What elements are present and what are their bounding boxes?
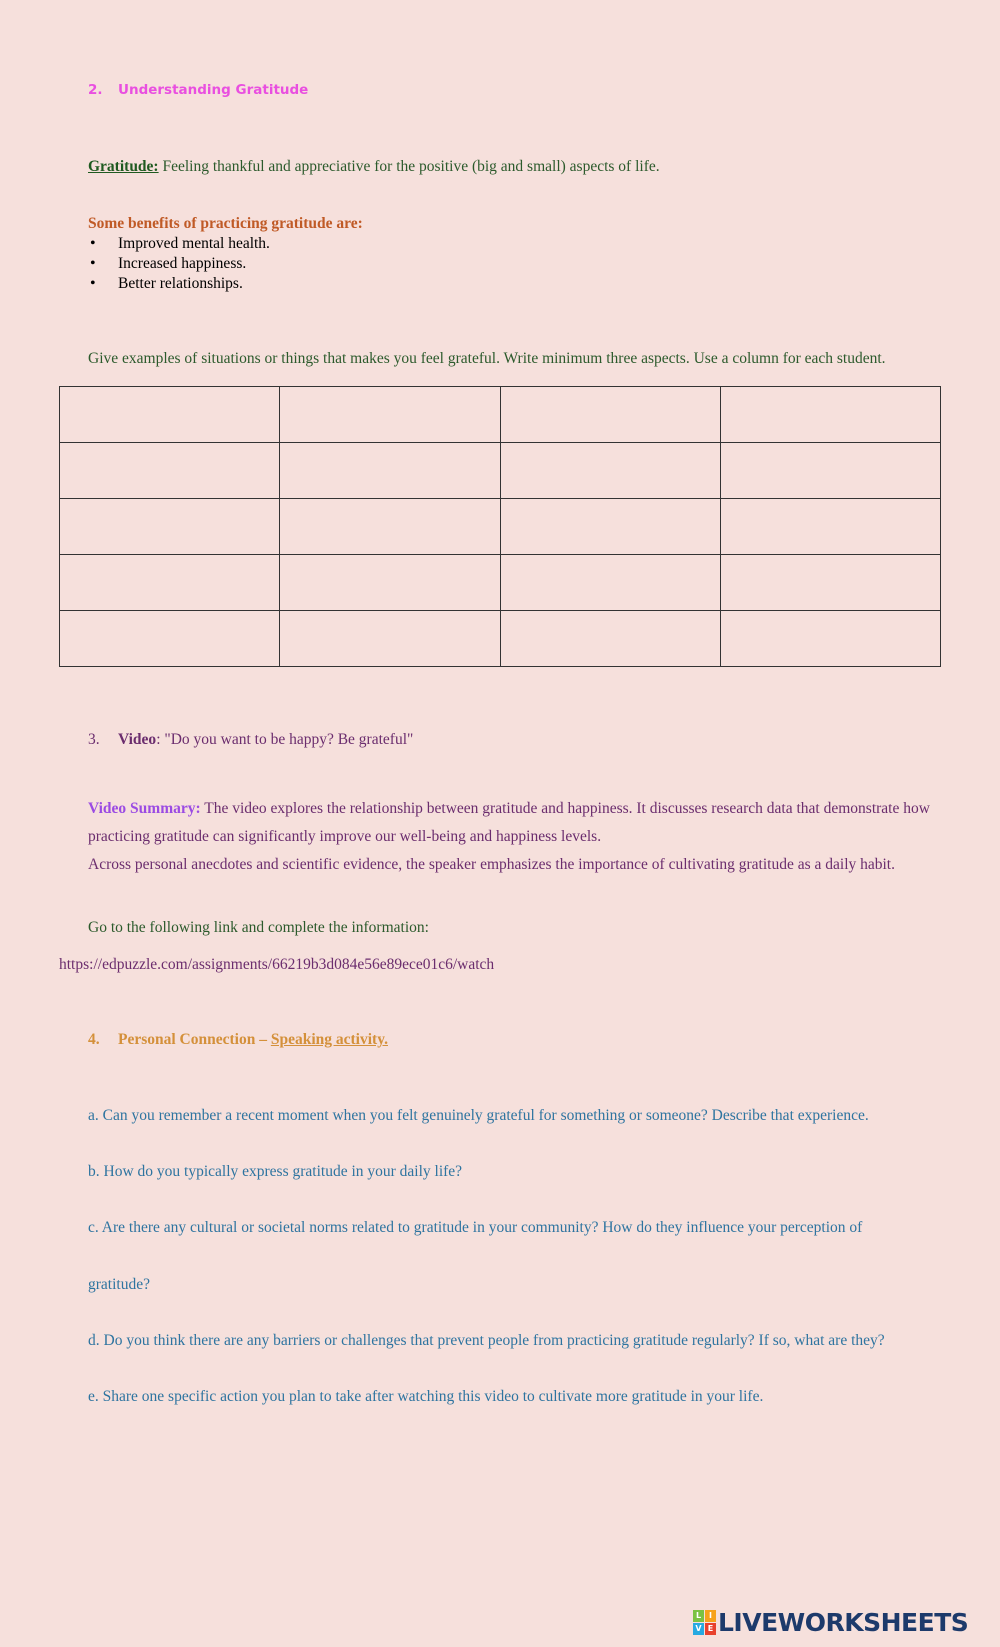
definition-term: Gratitude: xyxy=(88,158,159,175)
list-item: • Increased happiness. xyxy=(88,254,270,274)
answer-cell[interactable] xyxy=(720,443,940,499)
logo-letter-v: V xyxy=(693,1623,704,1635)
answer-cell[interactable] xyxy=(720,387,940,443)
table-row xyxy=(60,555,941,611)
section-number: 4. xyxy=(88,1031,100,1048)
activity-instruction: Give examples of situations or things that makes you feel grateful. Write minimum three aspects. Use a column for each student. xyxy=(88,350,886,367)
answer-cell[interactable] xyxy=(720,499,940,555)
benefits-list xyxy=(88,234,270,294)
answer-cell[interactable] xyxy=(280,499,500,555)
table-row xyxy=(60,499,941,555)
question-b: b. How do you typically express gratitude in your daily life? xyxy=(88,1163,463,1180)
section-number: 3. xyxy=(88,731,100,748)
question-a: a. Can you remember a recent moment when you felt genuinely grateful for something or someone? Describe that experience. xyxy=(88,1107,869,1124)
logo-letter-l: L xyxy=(693,1610,704,1622)
question-e: e. Share one specific action you plan to take after watching this video to cultivate more gratitude in your life. xyxy=(88,1388,764,1405)
liveworksheets-brand xyxy=(693,1609,968,1636)
question-c-continued: gratitude? xyxy=(88,1276,150,1293)
question-c: c. Are there any cultural or societal norms related to gratitude in your community? How do they influence your perception of xyxy=(88,1219,863,1236)
answer-cell[interactable] xyxy=(280,611,500,667)
answer-cell[interactable] xyxy=(500,611,720,667)
question-d: d. Do you think there are any barriers or challenges that prevent people from practicing gratitude regularly? If so, what are they? xyxy=(88,1332,885,1349)
summary-text: The video explores the relationship between gratitude and happiness. It discusses research data that demonstrate how practicing gratitude can significantly improve our well-being and happiness levels. xyxy=(88,800,930,845)
liveworksheets-logo-icon xyxy=(693,1610,716,1635)
section-3-heading xyxy=(88,731,413,749)
gratitude-answer-table xyxy=(59,386,941,667)
list-item: • Improved mental health. xyxy=(88,234,270,254)
answer-cell[interactable] xyxy=(280,387,500,443)
video-label: Video xyxy=(118,731,157,748)
definition-text: Feeling thankful and appreciative for the positive (big and small) aspects of life. xyxy=(158,158,660,175)
answer-cell[interactable] xyxy=(60,443,280,499)
answer-cell[interactable] xyxy=(60,499,280,555)
video-summary xyxy=(88,795,948,879)
answer-cell[interactable] xyxy=(500,555,720,611)
logo-letter-e: E xyxy=(705,1623,716,1635)
table-row xyxy=(60,611,941,667)
section-title: Personal Connection – xyxy=(118,1031,271,1048)
section-2-heading xyxy=(88,82,308,98)
answer-cell[interactable] xyxy=(500,499,720,555)
benefits-heading: Some benefits of practicing gratitude are: xyxy=(88,215,363,232)
answer-cell[interactable] xyxy=(720,611,940,667)
answer-cell[interactable] xyxy=(280,555,500,611)
answer-cell[interactable] xyxy=(500,443,720,499)
logo-letter-i: I xyxy=(705,1610,716,1622)
table-row xyxy=(60,443,941,499)
link-instruction: Go to the following link and complete the information: xyxy=(88,919,429,936)
answer-cell[interactable] xyxy=(60,611,280,667)
section-title: Understanding Gratitude xyxy=(118,82,309,98)
section-number: 2. xyxy=(88,82,103,98)
table-row xyxy=(60,387,941,443)
video-title: : "Do you want to be happy? Be grateful" xyxy=(156,731,414,748)
answer-cell[interactable] xyxy=(500,387,720,443)
answer-cell[interactable] xyxy=(60,555,280,611)
answer-cell[interactable] xyxy=(720,555,940,611)
answer-cell[interactable] xyxy=(280,443,500,499)
section-4-heading xyxy=(88,1031,388,1049)
summary-label: Video Summary: xyxy=(88,800,201,817)
speaking-activity-label: Speaking activity. xyxy=(270,1031,388,1048)
gratitude-definition xyxy=(88,158,660,176)
answer-cell[interactable] xyxy=(60,387,280,443)
list-item: • Better relationships. xyxy=(88,274,270,294)
edpuzzle-link[interactable]: https://edpuzzle.com/assignments/66219b3d084e56e89ece01c6/watch xyxy=(59,956,495,973)
brand-name: LIVEWORKSHEETS xyxy=(718,1608,969,1637)
summary-text-2: Across personal anecdotes and scientific evidence, the speaker emphasizes the importance of cultivating gratitude as a daily habit. xyxy=(88,856,895,873)
